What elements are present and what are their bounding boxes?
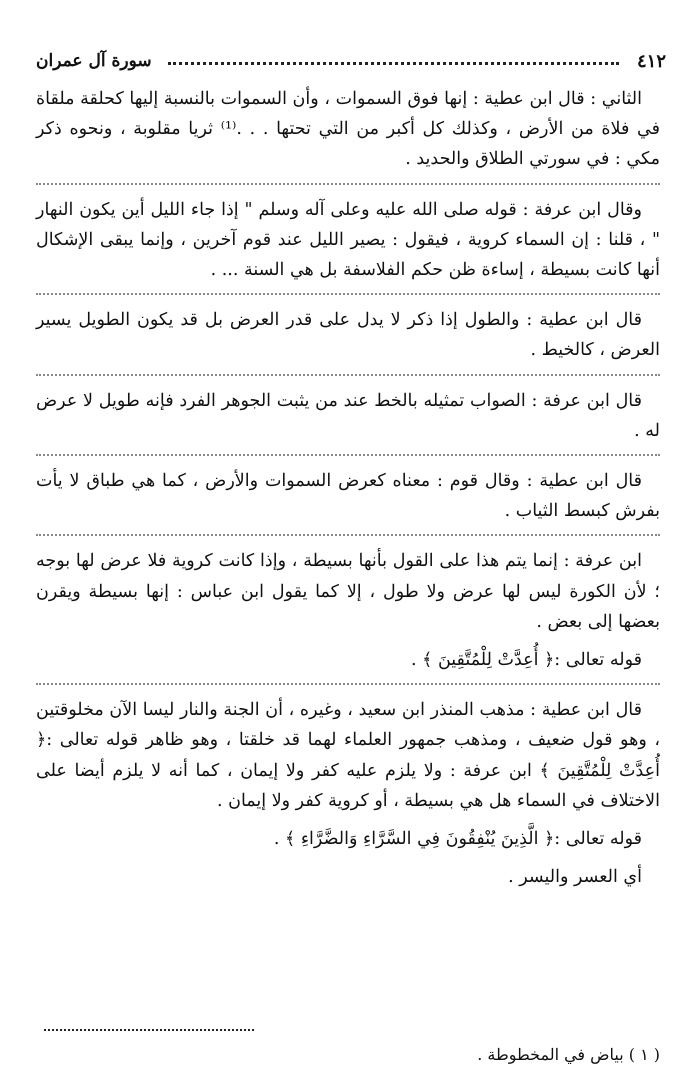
body-text xyxy=(36,84,660,900)
paragraph-ibn-atiyya-width: قال ابن عطية : وقال قوم : معناه كعرض السموات والأرض ، كما هي طباق لا يأت بفرش كبسط الثياب . xyxy=(36,471,660,522)
paragraph-ibn-arafa-line: قال ابن عرفة : الصواب تمثيله بالخط عند من يثبت الجوهر الفرد فإنه طويل لا عرض له . xyxy=(36,390,660,441)
paragraph-paradise-created: قال ابن عطية : مذهب المنذر ابن سعيد ، وغيره ، أن الجنة والنار ليسا الآن مخلوقتين ، وهو قول ضعيف ، ومذهب جمهور العلماء لهما قد خلقتا ، وهو ظاهر قوله تعالى :﴿ أُعِدَّتْ لِلْمُتَّقِينَ ﴾ ابن عرفة : ولا يلزم عليه كفر ولا إيمان ، كما أنه لا يلزم أيضا على الاختلاف في السماء هل هي بسيطة ، أو كروية كفر ولا إيمان . xyxy=(36,700,660,811)
paragraph-separator xyxy=(36,534,660,536)
surah-title: سورة آل عمران xyxy=(36,51,152,71)
verse-prepared-for-righteous: قوله تعالى :﴿ أُعِدَّتْ لِلْمُتَّقِينَ ﴾ . xyxy=(411,650,642,671)
paragraph-second-opinion: الثاني : قال ابن عطية : إنها فوق السموات ، وأن السموات بالنسبة إليها كحلقة ملقاة في فلاة من الأرض ، وكذلك كل أكبر من التي تحتها . . .⁽¹⁾ ثريا مقلوبة ، ونحوه ذكر مكي : في سورتي الطلاق والحديد . xyxy=(36,89,660,170)
paragraph-ibn-arafa-sphere: ابن عرفة : إنما يتم هذا على القول بأنها بسيطة ، وإذا كانت كروية فلا عرض لها بوجه ؛ لأن الكورة ليس لها عرض ولا طول ، إلا كما يقول ابن عباس : إنها بسيطة ويقرن بعضها إلى بعض . xyxy=(36,551,660,632)
verse-those-who-spend: قوله تعالى :﴿ الَّذِينَ يُنْفِقُونَ فِي السَّرَّاءِ وَالضَّرَّاءِ ﴾ . xyxy=(273,829,642,850)
footnote: ( ١ ) بياض في المخطوطة . xyxy=(477,1045,660,1064)
page-number: ٤١٢ xyxy=(636,50,666,72)
page-header xyxy=(36,48,666,74)
paragraph-separator xyxy=(36,374,660,376)
paragraph-ibn-atiyya-length: قال ابن عطية : والطول إذا ذكر لا يدل على قدر العرض بل قد يكون الطويل يسير العرض ، كالخيط . xyxy=(36,310,660,361)
paragraph-separator xyxy=(36,683,660,685)
paragraph-ibn-arafa-night-day: وقال ابن عرفة : قوله صلى الله عليه وعلى آله وسلم " إذا جاء الليل أين يكون النهار " ، قلنا : إن السماء كروية ، فيقول : يصير الليل عند قوم آخرين ، وإنما يبقى الإشكال أنها كانت بسيطة ، إساءة ظن حكم الفلاسفة بل هي السنة ... . xyxy=(36,199,660,281)
paragraph-separator xyxy=(36,183,660,185)
paragraph-separator xyxy=(36,454,660,456)
header-dotted-rule xyxy=(168,62,619,65)
paragraph-hardship-ease: أي العسر واليسر . xyxy=(508,867,642,888)
paragraph-separator xyxy=(36,293,660,295)
footnote-rule xyxy=(44,1029,254,1031)
